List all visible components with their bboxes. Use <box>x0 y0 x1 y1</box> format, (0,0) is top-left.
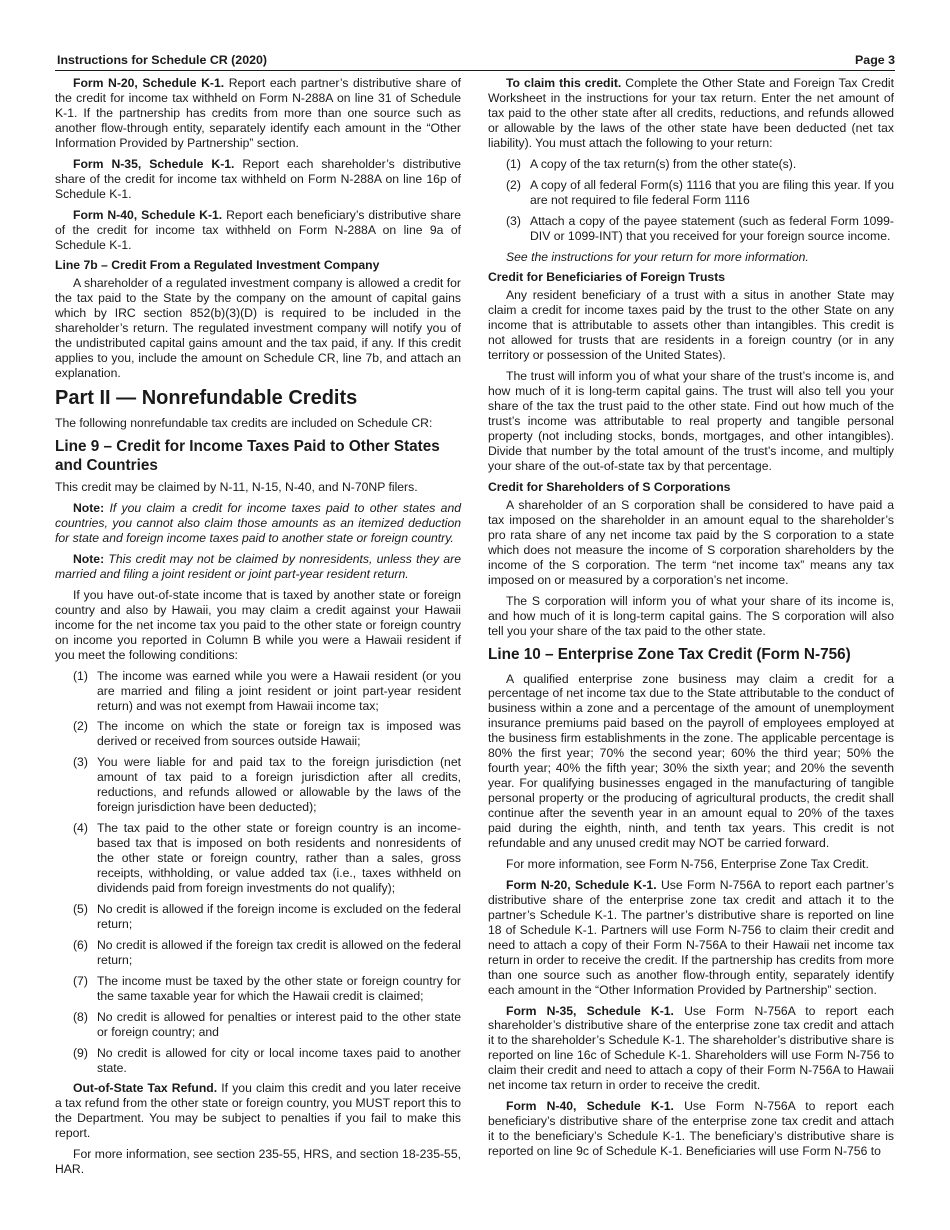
line10-heading: Line 10 – Enterprise Zone Tax Credit (Form N-756) <box>488 645 851 663</box>
ez-n35-label: Form N-35, Schedule K-1. <box>506 1003 674 1018</box>
page-number: Page 3 <box>855 53 895 67</box>
ez-n35-paragraph <box>488 1004 894 1094</box>
right-column <box>488 76 894 1165</box>
list-item: (2) The income on which the state or foreign tax is imposed was derived or received from sources outside Hawaii; <box>73 719 461 749</box>
line9-claim: This credit may be claimed by N-11, N-15, N-40, and N-70NP filers. <box>55 480 418 495</box>
attachments-list <box>488 157 894 244</box>
note1-text: If you claim a credit for income taxes paid to other states and countries, you cannot also claim those amounts as an itemized deduction for state and foreign income taxes paid to another state or foreign country. <box>55 501 461 545</box>
list-item: (4) The tax paid to the other state or foreign country is an income-based tax that is imposed on both residents and nonresidents of the other state or foreign country, rather than a sales, gross receipts, withholding, or value added tax (i.e., taxes withheld on dividends paid from foreign investments do not qualify); <box>73 821 461 895</box>
n40-paragraph <box>55 208 461 253</box>
n35-label: Form N-35, Schedule K-1. <box>73 156 235 171</box>
list-item: (3) Attach a copy of the payee statement (such as federal Form 1099-DIV or 1099-INT) that you received for your foreign source income. <box>506 213 894 243</box>
note2-text: This credit may not be claimed by nonresidents, unless they are married and filing a joint resident or joint part-year resident return. <box>55 551 461 581</box>
n35-paragraph <box>55 157 461 202</box>
left-column <box>55 76 461 1183</box>
part2-heading: Part II — Nonrefundable Credits <box>55 387 358 410</box>
trusts-paragraph-2: The trust will inform you of what your share of the trust’s income is, and how much of it is long-term capital gains. The trust will also tell you your share of the tax the trust paid to the other state. Find out how much of the trust’s income was attributable to real property and tangible personal property (not including stocks, bonds, mortgages, and other intangibles). Divide that number by the total amount of the trust’s income, and multiply your share of the out-of-state tax by that percentage. <box>488 369 894 473</box>
claim-label: To claim this credit. <box>506 76 622 90</box>
list-item: (5) No credit is allowed if the foreign income is excluded on the federal return; <box>73 901 461 931</box>
line7b-heading: Line 7b – Credit From a Regulated Investment Company <box>55 258 380 273</box>
note1-label: Note: <box>73 501 105 516</box>
n40-text: Report each beneficiary’s distributive share of the credit for income tax withheld on Form N-288A on line 9a of Schedule K-1. <box>55 207 461 252</box>
part2-intro: The following nonrefundable tax credits are included on Schedule CR: <box>55 416 433 431</box>
ez-n20-paragraph <box>488 878 894 998</box>
list-item: (1) The income was earned while you were a Hawaii resident (or you are married and filing a joint resident or joint part-year resident return) and was not exempt from Hawaii income tax; <box>73 668 461 713</box>
list-item: (1) A copy of the tax return(s) from the other state(s). <box>506 156 797 171</box>
note1-paragraph <box>55 501 461 546</box>
conditions-intro: If you have out-of-state income that is taxed by another state or foreign country and also by Hawaii, you may claim a credit against your Hawaii income for the net income tax you paid to the other state or foreign country on income you reported in Column B while you were a Hawaii resident if you meet the following conditions: <box>55 587 461 662</box>
n20-label: Form N-20, Schedule K-1. <box>73 76 225 90</box>
scorp-heading: Credit for Shareholders of S Corporations <box>488 479 731 494</box>
line10-paragraph: A qualified enterprise zone business may claim a credit for a percentage of net income tax due to the State attributable to the conduct of business within a zone and a percentage of the amount of unemployment insurance premiums paid based on the payroll of employees employed at the business firm establishments in the zone. The applicable percentage is 80% the first year; 70% the second year; 60% the third year; 50% the fourth year; 40% the fifth year; 30% the sixth year; and 20% the seventh year. For qualifying businesses engaged in the manufacturing of tangible personal property or the producing of agricultural products, the credit shall continue after the seventh year in an amount equal to 20% of the taxes paid during the eighth, ninth, and tenth tax years. This credit is not refundable and any unused credit may NOT be carried forward. <box>488 671 894 850</box>
see-instructions: See the instructions for your return for more information. <box>506 249 809 264</box>
list-item: (3) You were liable for and paid tax to the foreign jurisdiction (net amount of tax paid to a foreign jurisdiction after all credits, reductions, and refunds allowed or allowable by the laws of the foreign jurisdiction have been deducted); <box>73 755 461 815</box>
ez-n40-paragraph <box>488 1099 894 1159</box>
trusts-paragraph-1: Any resident beneficiary of a trust with a situs in another State may claim a credit for income taxes paid by the trust to the other State on any income that is attributable to assets other than intangibles. This credit is not allowed for trusts that are residents in a foreign country (or in any territory or possession of the United States). <box>488 288 894 363</box>
n20-paragraph <box>55 76 461 151</box>
line7b-paragraph: A shareholder of a regulated investment company is allowed a credit for the tax paid to the State by the company on the amount of capital gains which by IRC section 852(b)(3)(D) is required to be included in the shareholder’s return. The regulated investment company will notify you of the undistributed capital gains amount and the tax paid, if any. If this credit applies to you, include the amount on Schedule CR, line 7b, and attach an explanation. <box>55 276 461 381</box>
list-item: (2) A copy of all federal Form(s) 1116 that you are filing this year. If you are not required to file federal Form 1116 <box>506 177 894 207</box>
trusts-heading: Credit for Beneficiaries of Foreign Trusts <box>488 270 726 285</box>
refund-label: Out-of-State Tax Refund. <box>73 1081 218 1096</box>
ez-n40-label: Form N-40, Schedule K-1. <box>506 1099 674 1114</box>
list-item: (7) The income must be taxed by the other state or foreign country for the same taxable year for which the Hawaii credit is claimed; <box>73 973 461 1003</box>
note2-paragraph <box>55 552 461 582</box>
ez-n40-text: Use Form N-756A to report each beneficiary’s distributive share of the enterprise zone tax credit and attach it to the beneficiary’s Schedule K-1. The beneficiary’s distributive share is reported on line 9c of Schedule K-1. Beneficiaries will use Form N-756 to <box>488 1099 894 1159</box>
ez-n35-text: Use Form N-756A to report each shareholder’s distributive share of the enterprise zone tax credit and attach it to the shareholder’s Schedule K-1. The shareholder’s distributive share is reported on line 16c of Schedule K-1. Shareholders will use Form N-756 to claim their credit and need to attach a copy of their Form N-756A to Hawaii net income tax return in order to receive the credit. <box>488 1003 894 1093</box>
line10-more-info: For more information, see Form N-756, Enterprise Zone Tax Credit. <box>506 856 869 871</box>
page-header <box>55 52 895 71</box>
n35-text: Report each shareholder’s distributive share of the credit for income tax withheld on Form N-288A on line 16p of Schedule K-1. <box>55 156 462 201</box>
note2-label: Note: <box>73 551 105 566</box>
list-item: (9) No credit is allowed for city or local income taxes paid to another state. <box>73 1045 461 1075</box>
scorp-paragraph-2: The S corporation will inform you of what your share of its income is, and how much of it is long-term capital gains. The S corporation will also tell you your share of the tax paid to the other state. <box>488 593 894 638</box>
line9-heading: Line 9 – Credit for Income Taxes Paid to Other States and Countries <box>55 438 440 475</box>
refund-paragraph <box>55 1081 461 1141</box>
more-info-paragraph: For more information, see section 235-55, HRS, and section 18-235-55, HAR. <box>55 1147 461 1177</box>
conditions-list <box>55 669 461 1076</box>
ez-n20-label: Form N-20, Schedule K-1. <box>506 877 657 892</box>
scorp-paragraph-1: A shareholder of an S corporation shall be considered to have paid a tax imposed on the shareholder in an amount equal to the shareholder’s pro rata share of any net income tax paid by the S corporation to a state which does not measure the income of S corporation shareholders by the income of the S corporation. The term “net income tax” means any tax imposed on or measured by a corporation’s net income. <box>488 497 894 587</box>
n40-label: Form N-40, Schedule K-1. <box>73 207 223 222</box>
n20-text: Report each partner’s distributive share of the credit for income tax withheld on Form N-288A on line 31 of Schedule K-1. If the partnership has credits from more than one source such as another flow-through entity, separately identify each amount in the “Other Information Provided by Partnership” section. <box>55 76 462 150</box>
list-item: (8) No credit is allowed for penalties or interest paid to the other state or foreign country; and <box>73 1009 461 1039</box>
refund-text: If you claim this credit and you later receive a tax refund from the other state or foreign country, you MUST report this to the Department. You may be subject to penalties if you fail to make this report. <box>55 1081 461 1141</box>
claim-paragraph <box>488 76 894 151</box>
document-title: Instructions for Schedule CR (2020) <box>57 53 267 67</box>
list-item: (6) No credit is allowed if the foreign tax credit is allowed on the federal return; <box>73 937 461 967</box>
claim-text: Complete the Other State and Foreign Tax Credit Worksheet in the instructions for your tax return. Enter the net amount of tax paid to the other state after all credits, reductions, and refunds allowed or allowable by the laws of the other state have been deducted (net tax liability). You must attach the following to your return: <box>488 76 894 150</box>
ez-n20-text: Use Form N-756A to report each partner’s distributive share of the enterprise zone tax credit and attach it to the partner’s Schedule K-1. The partner’s distributive share is reported on line 18 of Schedule K-1. Partners will use Form N-756 to claim their credit and need to attach a copy of their Form N-756A to their Hawaii net income tax return in order to receive the credit. If the partnership has credits from more than one source such as another flow-through entity, separately identify each amount in the “Other Information Provided by Partnership” section. <box>488 877 895 997</box>
